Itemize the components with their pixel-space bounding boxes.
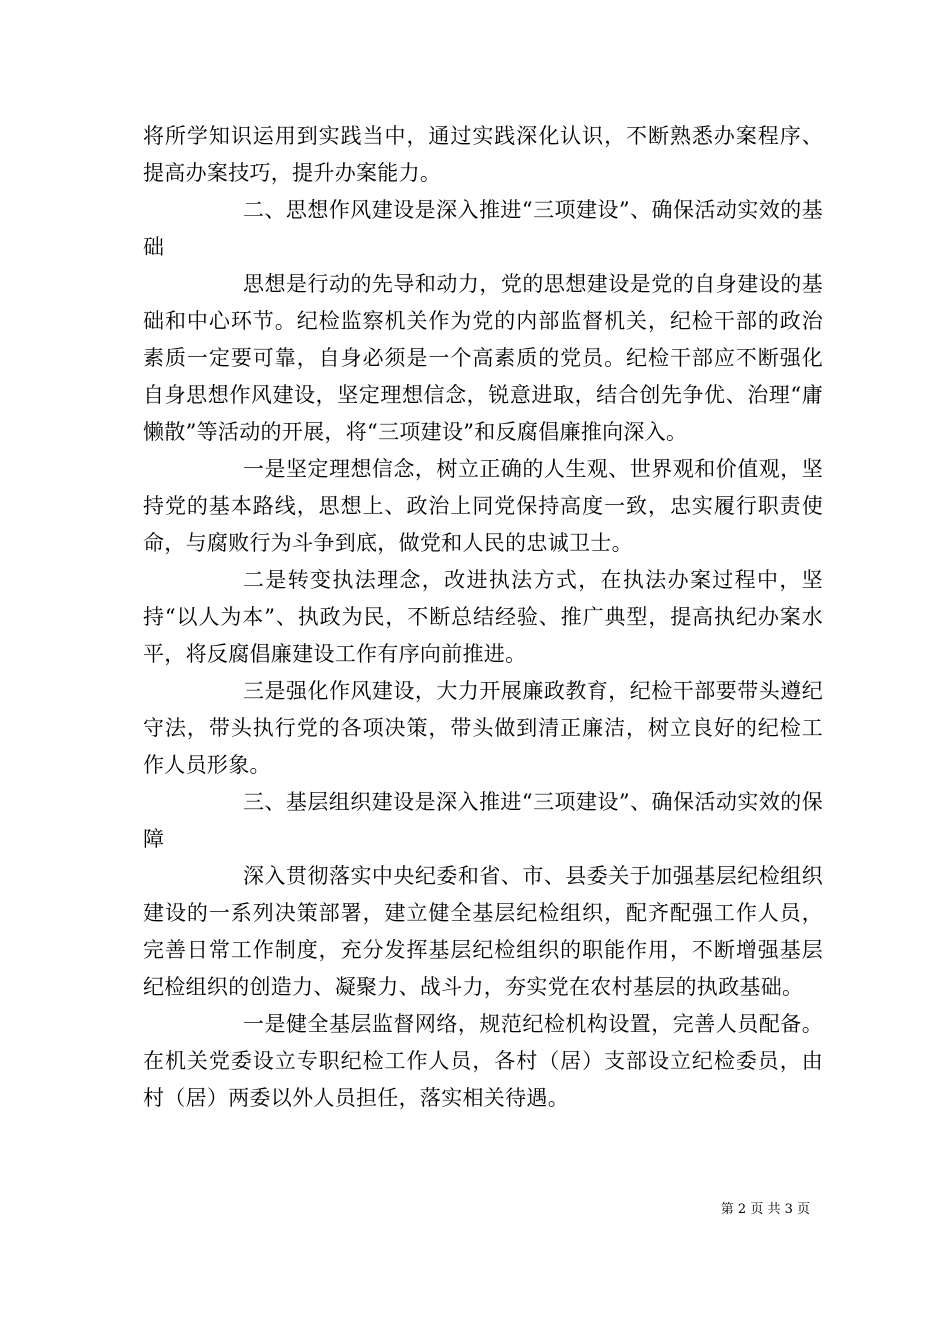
paragraph-6: 三是强化作风建设，大力开展廉政教育，纪检干部要带头遵纪守法，带头执行党的各项决策，带头做到清正廉洁，树立良好的纪检工作人员形象。: [143, 679, 823, 777]
paragraph-1: 将所学知识运用到实践当中，通过实践深化认识，不断熟悉办案程序、提高办案技巧，提升办案能力。: [143, 124, 823, 185]
paragraph-8: 深入贯彻落实中央纪委和省、市、县委关于加强基层纪检组织建设的一系列决策部署，建立健全基层纪检组织，配齐配强工作人员，完善日常工作制度，充分发挥基层纪检组织的职能作用，不断增强基层纪检组织的创造力、凝聚力、战斗力，夯实党在农村基层的执政基础。: [143, 864, 823, 999]
page-number-footer: 第 2 页 共 3 页: [720, 1202, 810, 1217]
section-heading-3: 三、基层组织建设是深入推进“三项建设”、确保活动实效的保障: [143, 790, 823, 851]
paragraph-9: 一是健全基层监督网络，规范纪检机构设置，完善人员配备。在机关党委设立专职纪检工作人员，各村（居）支部设立纪检委员，由村（居）两委以外人员担任，落实相关待遇。: [143, 1012, 823, 1110]
paragraph-5: 二是转变执法理念，改进执法方式，在执法办案过程中，坚持“以人为本”、执政为民，不断总结经验、推广典型，提高执纪办案水平，将反腐倡廉建设工作有序向前推进。: [143, 568, 823, 666]
paragraph-3: 思想是行动的先导和动力，党的思想建设是党的自身建设的基础和中心环节。纪检监察机关作为党的内部监督机关，纪检干部的政治素质一定要可靠，自身必须是一个高素质的党员。纪检干部应不断强化自身思想作风建设，坚定理想信念，锐意进取，结合创先争优、治理“庸懒散”等活动的开展，将“三项建设”和反腐倡廉推向深入。: [143, 272, 823, 444]
section-heading-2: 二、思想作风建设是深入推进“三项建设”、确保活动实效的基础: [143, 198, 823, 259]
document-body: [143, 118, 823, 1117]
paragraph-4: 一是坚定理想信念，树立正确的人生观、世界观和价值观，坚持党的基本路线，思想上、政治上同党保持高度一致，忠实履行职责使命，与腐败行为斗争到底，做党和人民的忠诚卫士。: [143, 457, 823, 555]
